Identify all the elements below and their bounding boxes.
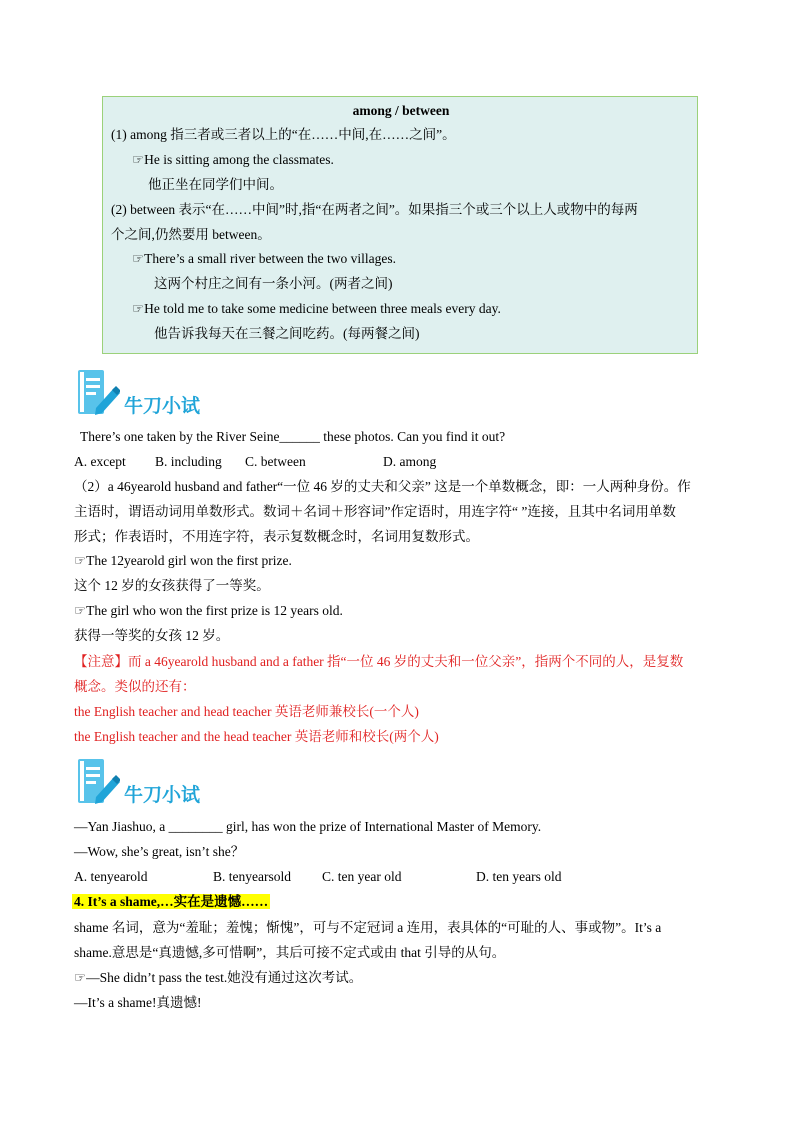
section-heading-text: 4. It’s a shame,…实在是遗憾…… (74, 894, 269, 909)
box-line: (2) between 表示“在……中间”时,指“在两者之间”。如果指三个或三个以上人或物中的每两 (111, 202, 638, 217)
grammar-box (102, 96, 698, 354)
box-line: 这两个村庄之间有一条小河。(两者之间) (154, 276, 393, 291)
quiz-option-c: C. ten year old (322, 869, 402, 884)
quiz-question: —Wow, she’s great, isn’t she？ (74, 844, 245, 859)
text-line: 主语时，谓语动词用单数形式。数词＋名词＋形容词”作定语时，用连字符“ ”连接，且其中名词用单数 (74, 504, 676, 519)
box-line: (1) among 指三者或三者以上的“在……中间,在……之间”。 (111, 127, 456, 142)
notepad-pencil-icon (76, 368, 120, 418)
translation-line: 这个 12 岁的女孩获得了一等奖。 (74, 578, 270, 593)
box-line: 他告诉我每天在三餐之间吃药。(每两餐之间) (154, 326, 420, 341)
quiz-question: There’s one taken by the River Seine______ these photos. Can you find it out? (80, 429, 506, 444)
note-line: 概念。类似的还有： (74, 679, 196, 694)
quiz-question: —Yan Jiashuo, a ________ girl, has won the prize of International Master of Memory. (74, 819, 542, 834)
notepad-pencil-icon (76, 757, 120, 807)
quiz-option-b: B. including (155, 454, 222, 469)
example-line: ☞—She didn’t pass the test.她没有通过这次考试。 (74, 970, 363, 985)
box-line: 他正坐在同学们中间。 (148, 177, 283, 192)
note-line: the English teacher and head teacher 英语老师兼校长(一个人) (74, 704, 419, 719)
example-line: ☞The 12yearold girl won the first prize. (74, 553, 292, 568)
text-line: shame 名词，意为“羞耻；羞愧；惭愧”，可与不定冠词 a 连用，表具体的“可耻的人、事或物”。It’s a (74, 920, 662, 935)
quiz-heading (72, 368, 232, 424)
note-line: the English teacher and the head teacher 英语老师和校长(两个人) (74, 729, 439, 744)
example-line: ☞The girl who won the first prize is 12 years old. (74, 603, 343, 618)
text-line: （2）a 46yearold husband and father“一位 46 岁的丈夫和父亲” 这是一个单数概念，即：一人两种身份。作 (74, 479, 691, 494)
text-line: shame.意思是“真遗憾,多可惜啊”，其后可接不定式或由 that 引导的从句。 (74, 945, 506, 960)
text-line: 形式；作表语时，不用连字符，表示复数概念时，名词用复数形式。 (74, 529, 479, 544)
quiz-option-d: D. among (383, 454, 437, 469)
quiz-option-a: A. except (74, 454, 126, 469)
box-title: among / between (352, 103, 450, 118)
box-line: ☞He is sitting among the classmates. (132, 152, 334, 167)
quiz-option-a: A. tenyearold (74, 869, 148, 884)
note-line: 【注意】而 a 46yearold husband and a father 指“一位 46 岁的丈夫和一位父亲”，指两个不同的人，是复数 (74, 654, 684, 669)
example-line: —It’s a shame!真遗憾! (74, 995, 202, 1010)
quiz-option-b: B. tenyearsold (213, 869, 291, 884)
quiz-title: 牛刀小试 (124, 784, 201, 806)
box-line: ☞He told me to take some medicine between three meals every day. (132, 301, 501, 316)
quiz-option-c: C. between (245, 454, 306, 469)
quiz-option-d: D. ten years old (476, 869, 562, 884)
box-line: ☞There’s a small river between the two villages. (132, 251, 397, 266)
quiz-title: 牛刀小试 (124, 395, 201, 417)
section-heading (72, 892, 270, 912)
translation-line: 获得一等奖的女孩 12 岁。 (74, 628, 230, 643)
box-line: 个之间,仍然要用 between。 (111, 227, 271, 242)
quiz-heading (72, 757, 232, 813)
